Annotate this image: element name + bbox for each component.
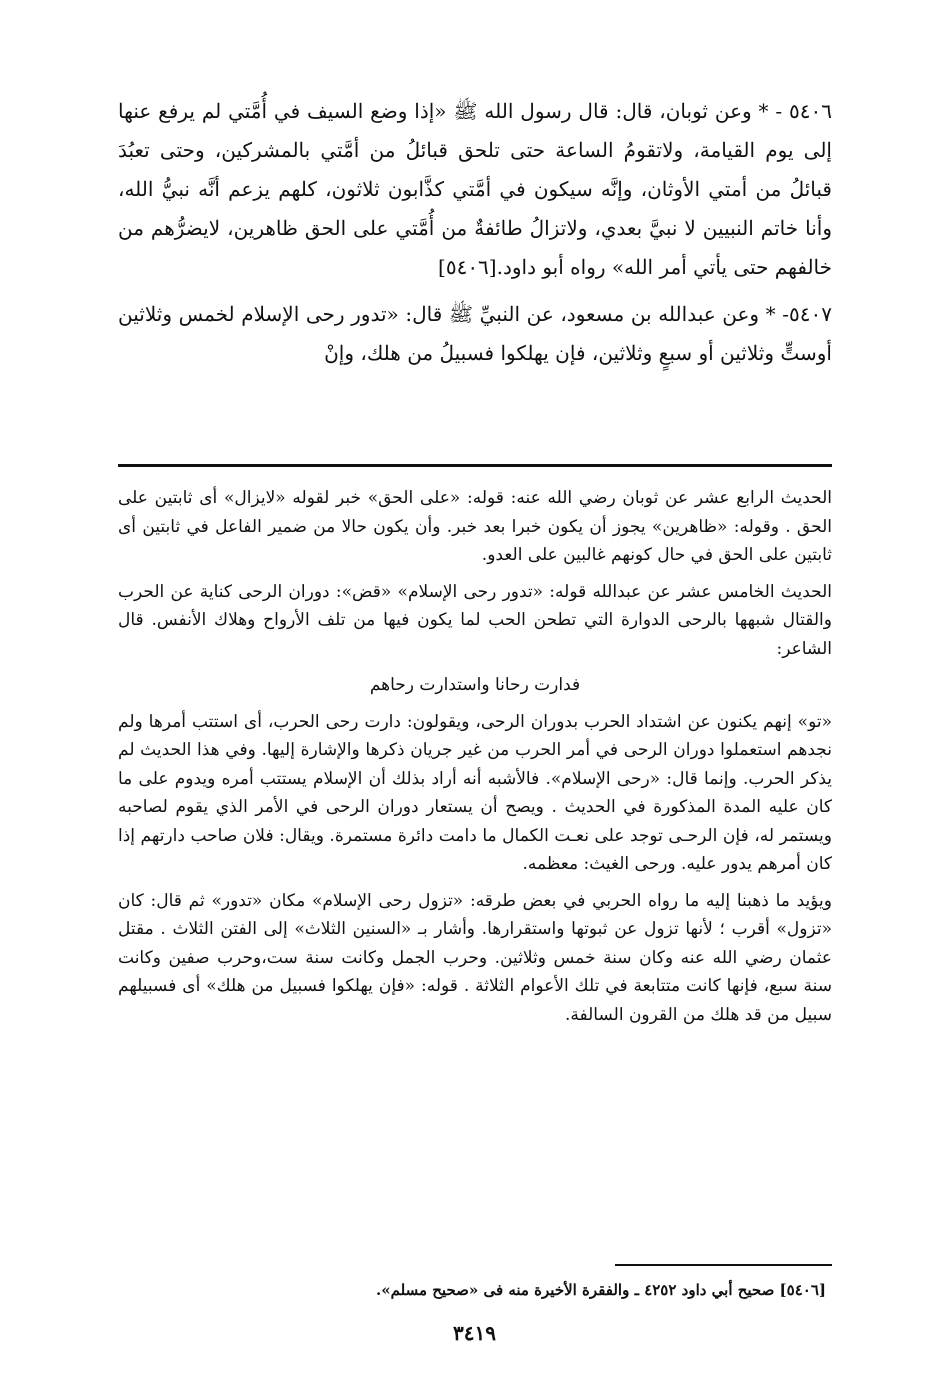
hadith-5407: ٥٤٠٧- * وعن عبدالله بن مسعود، عن النبيِّ ﷺ قال: «تدور رحى الإسلام لخمس وثلاثين أوستٍّ وثلاثين أو سبعٍ وثلاثين، فإن يهلكوا فسبيلُ من هلك، وإنْ bbox=[118, 302, 832, 365]
footnote-text: [٥٤٠٦] صحيح أبي داود ٤٢٥٢ ـ والفقرة الأخيرة منه فى «صحيح مسلم». bbox=[376, 1281, 826, 1299]
footnote-separator bbox=[615, 1264, 832, 1266]
commentary-paragraph-1: الحديث الرابع عشر عن ثوبان رضي الله عنه: قوله: «على الحق» خبر لقوله «لايزال» أى ثابتين على الحق . وقوله: «ظاهرين» يجوز أن يكون خبرا بعد خبر. وأن يكون حالا من ضمير الفاعل في ثابتين أى ثابتين على الحق في حال كونهم غالبين على العدو. bbox=[118, 488, 832, 565]
poetry-verse: فدارت رحانا واستدارت رحاهم bbox=[369, 675, 581, 695]
separator-line bbox=[118, 464, 832, 467]
footnote bbox=[118, 1278, 832, 1302]
commentary-paragraph-3: «تو» إنهم يكنون عن اشتداد الحرب بدوران الرحى، ويقولون: دارت رحى الحرب، أى استتب أمرها ولم نجدهم استعملوا دوران الرحى في أمر الحرب من غير جريان ذكرها والإشارة إليها. وفي هذا الحديث لم يذكر الحرب. وإنما قال: «رحى الإسلام». فالأشبه أنه أراد بذلك أن الإسلام يستتب أمره ويدوم على ما كان عليه المدة المذكورة في الحديث . ويصح أن يستعار دوران الرحى في الأمر الذي يقوم لصاحبه ويستمر له، فإن الرحـى توجد على نعـت الكمال ما دامت دائرة مستمرة. ويقال: فلان صاحب دارتهم إذا كان أمرهم يدور عليه. ورحى الغيث: معظمه. bbox=[118, 711, 832, 874]
page-number: ٣٤١٩ bbox=[453, 1321, 496, 1345]
commentary-paragraph-2: الحديث الخامس عشر عن عبدالله قوله: «تدور رحى الإسلام» «قض»: دوران الرحى كناية عن الحرب والقتال شبهها بالرحى الدوارة التي تطحن الحب لما يكون فيها من تلف الأرواح وهلاك الأنفس. قال الشاعر: bbox=[118, 581, 832, 659]
main-text-block bbox=[118, 92, 832, 373]
commentary-paragraph-4: ويؤيد ما ذهبنا إليه ما رواه الحربي في بعض طرقه: «تزول رحى الإسلام» مكان «تدور» ثم قال: كان «تزول» أقرب ؛ لأنها تزول عن ثبوتها واستقرارها. وأشار بـ «السنين الثلاث» إلى الفتن الثلاث . مقتل عثمان رضي الله عنه وكان سنة خمس وثلاثين. وحرب الجمل وكانت سنة ست،وحرب صفين وكانت سنة سبع، فإنها كانت متتابعة في تلك الأعوام الثلاثة . قوله: «فإن يهلكوا فسبيل من هلك» أى فسبيلهم سبيل من قد هلك من القرون السالفة. bbox=[118, 890, 832, 1025]
hadith-5406: ٥٤٠٦ - * وعن ثوبان، قال: قال رسول الله ﷺ «إذا وضع السيف في أُمَّتي لم يرفع عنها إلى يوم القيامة، ولاتقومُ الساعة حتى تلحق قبائلُ من أمَّتي بالمشركين، وحتى تعبُدَ قبائلُ من أمتي الأوثان، وإنَّه سيكون في أمَّتي كذَّابون ثلاثون، كلهم يزعم أنَّه نبيُّ الله، وأنا خاتم النبيين لا نبيَّ بعدي، ولاتزالُ طائفةٌ من أُمَّتي على الحق ظاهرين، لايضرُّهم من خالفهم حتى يأتي أمر الله» رواه أبو داود.[٥٤٠٦] bbox=[118, 99, 832, 279]
commentary-block bbox=[118, 484, 832, 1029]
